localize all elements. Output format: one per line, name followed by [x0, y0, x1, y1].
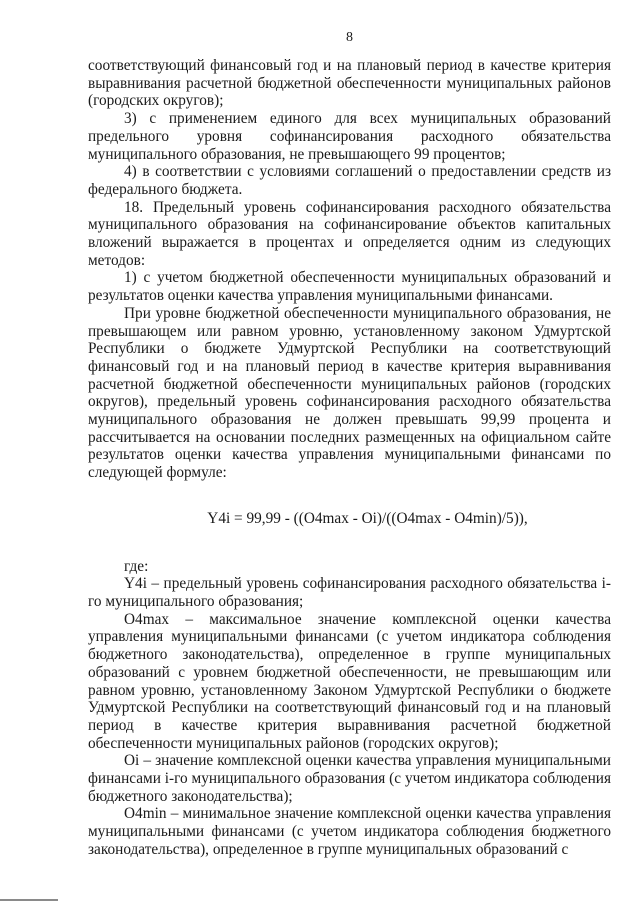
paragraph-section-18: 18. Предельный уровень софинансирования расходного обязательства муниципального образования на софинансирование объектов капитальных вложений выражается в процентах и определяется одним из следующих методов:: [88, 198, 611, 269]
definition-y4i: Y4i – предельный уровень софинансирования расходного обязательства i-го муниципального образования;: [88, 575, 611, 610]
paragraph-method-1: 1) с учетом бюджетной обеспеченности муниципальных образований и результатов оценки качества управления муниципальными финансами.: [88, 269, 611, 305]
page-number: 8: [346, 30, 353, 45]
paragraph-item-4: 4) в соответствии с условиями соглашений о предоставлении средств из федерального бюджета.: [88, 163, 611, 198]
paragraph-where: где:: [124, 557, 149, 575]
scan-edge-mark: [0, 899, 58, 901]
paragraph-continuation: соответствующий финансовый год и на плановый период в качестве критерия выравнивания расчетной бюджетной обеспеченности муниципальных районов (городских округов);: [88, 57, 611, 110]
formula: Y4i = 99,99 - ((O4max - Oi)/((O4max - O4min)/5)),: [207, 509, 528, 527]
definition-o4max: O4max – максимальное значение комплексной оценки качества управления муниципальными финансами (с учетом индикатора соблюдения бюджетного законодательства), определенное в группе муниципальных образований с уровнем бюджетной обеспеченности, не превышающим или равном уровню, установленному Законом Удмуртской Республики о бюджете Удмуртской Республики на соответствующий финансовый год и на плановый период в качестве критерия выравнивания расчетной бюджетной обеспеченности муниципальных районов (городских округов);: [88, 610, 611, 752]
paragraph-item-3: 3) с применением единого для всех муниципальных образований предельного уровня софинансирования расходного обязательства муниципального образования, не превышающего 99 процентов;: [88, 110, 611, 163]
paragraph-condition: При уровне бюджетной обеспеченности муниципального образования, не превышающем или равном уровню, установленному законом Удмуртской Республики о бюджете Удмуртской Республики на соответствующий финансовый год и на плановый период в качестве критерия выравнивания расчетной бюджетной обеспеченности муниципальных районов (городских округов), предельный уровень софинансирования расходного обязательства муниципального образования не должен превышать 99,99 процента и рассчитывается на основании последних размещенных на официальном сайте результатов оценки качества управления муниципальными финансами по следующей формуле:: [88, 304, 611, 482]
definition-o4min: O4min – минимальное значение комплексной оценки качества управления муниципальными финансами (с учетом индикатора соблюдения бюджетного законодательства), определенное в группе муниципальных образований с: [88, 805, 611, 858]
definition-oi: Oi – значение комплексной оценки качества управления муниципальными финансами i-го муниципального образования (с учетом индикатора соблюдения бюджетного законодательства);: [88, 752, 611, 805]
document-body: [88, 57, 611, 859]
